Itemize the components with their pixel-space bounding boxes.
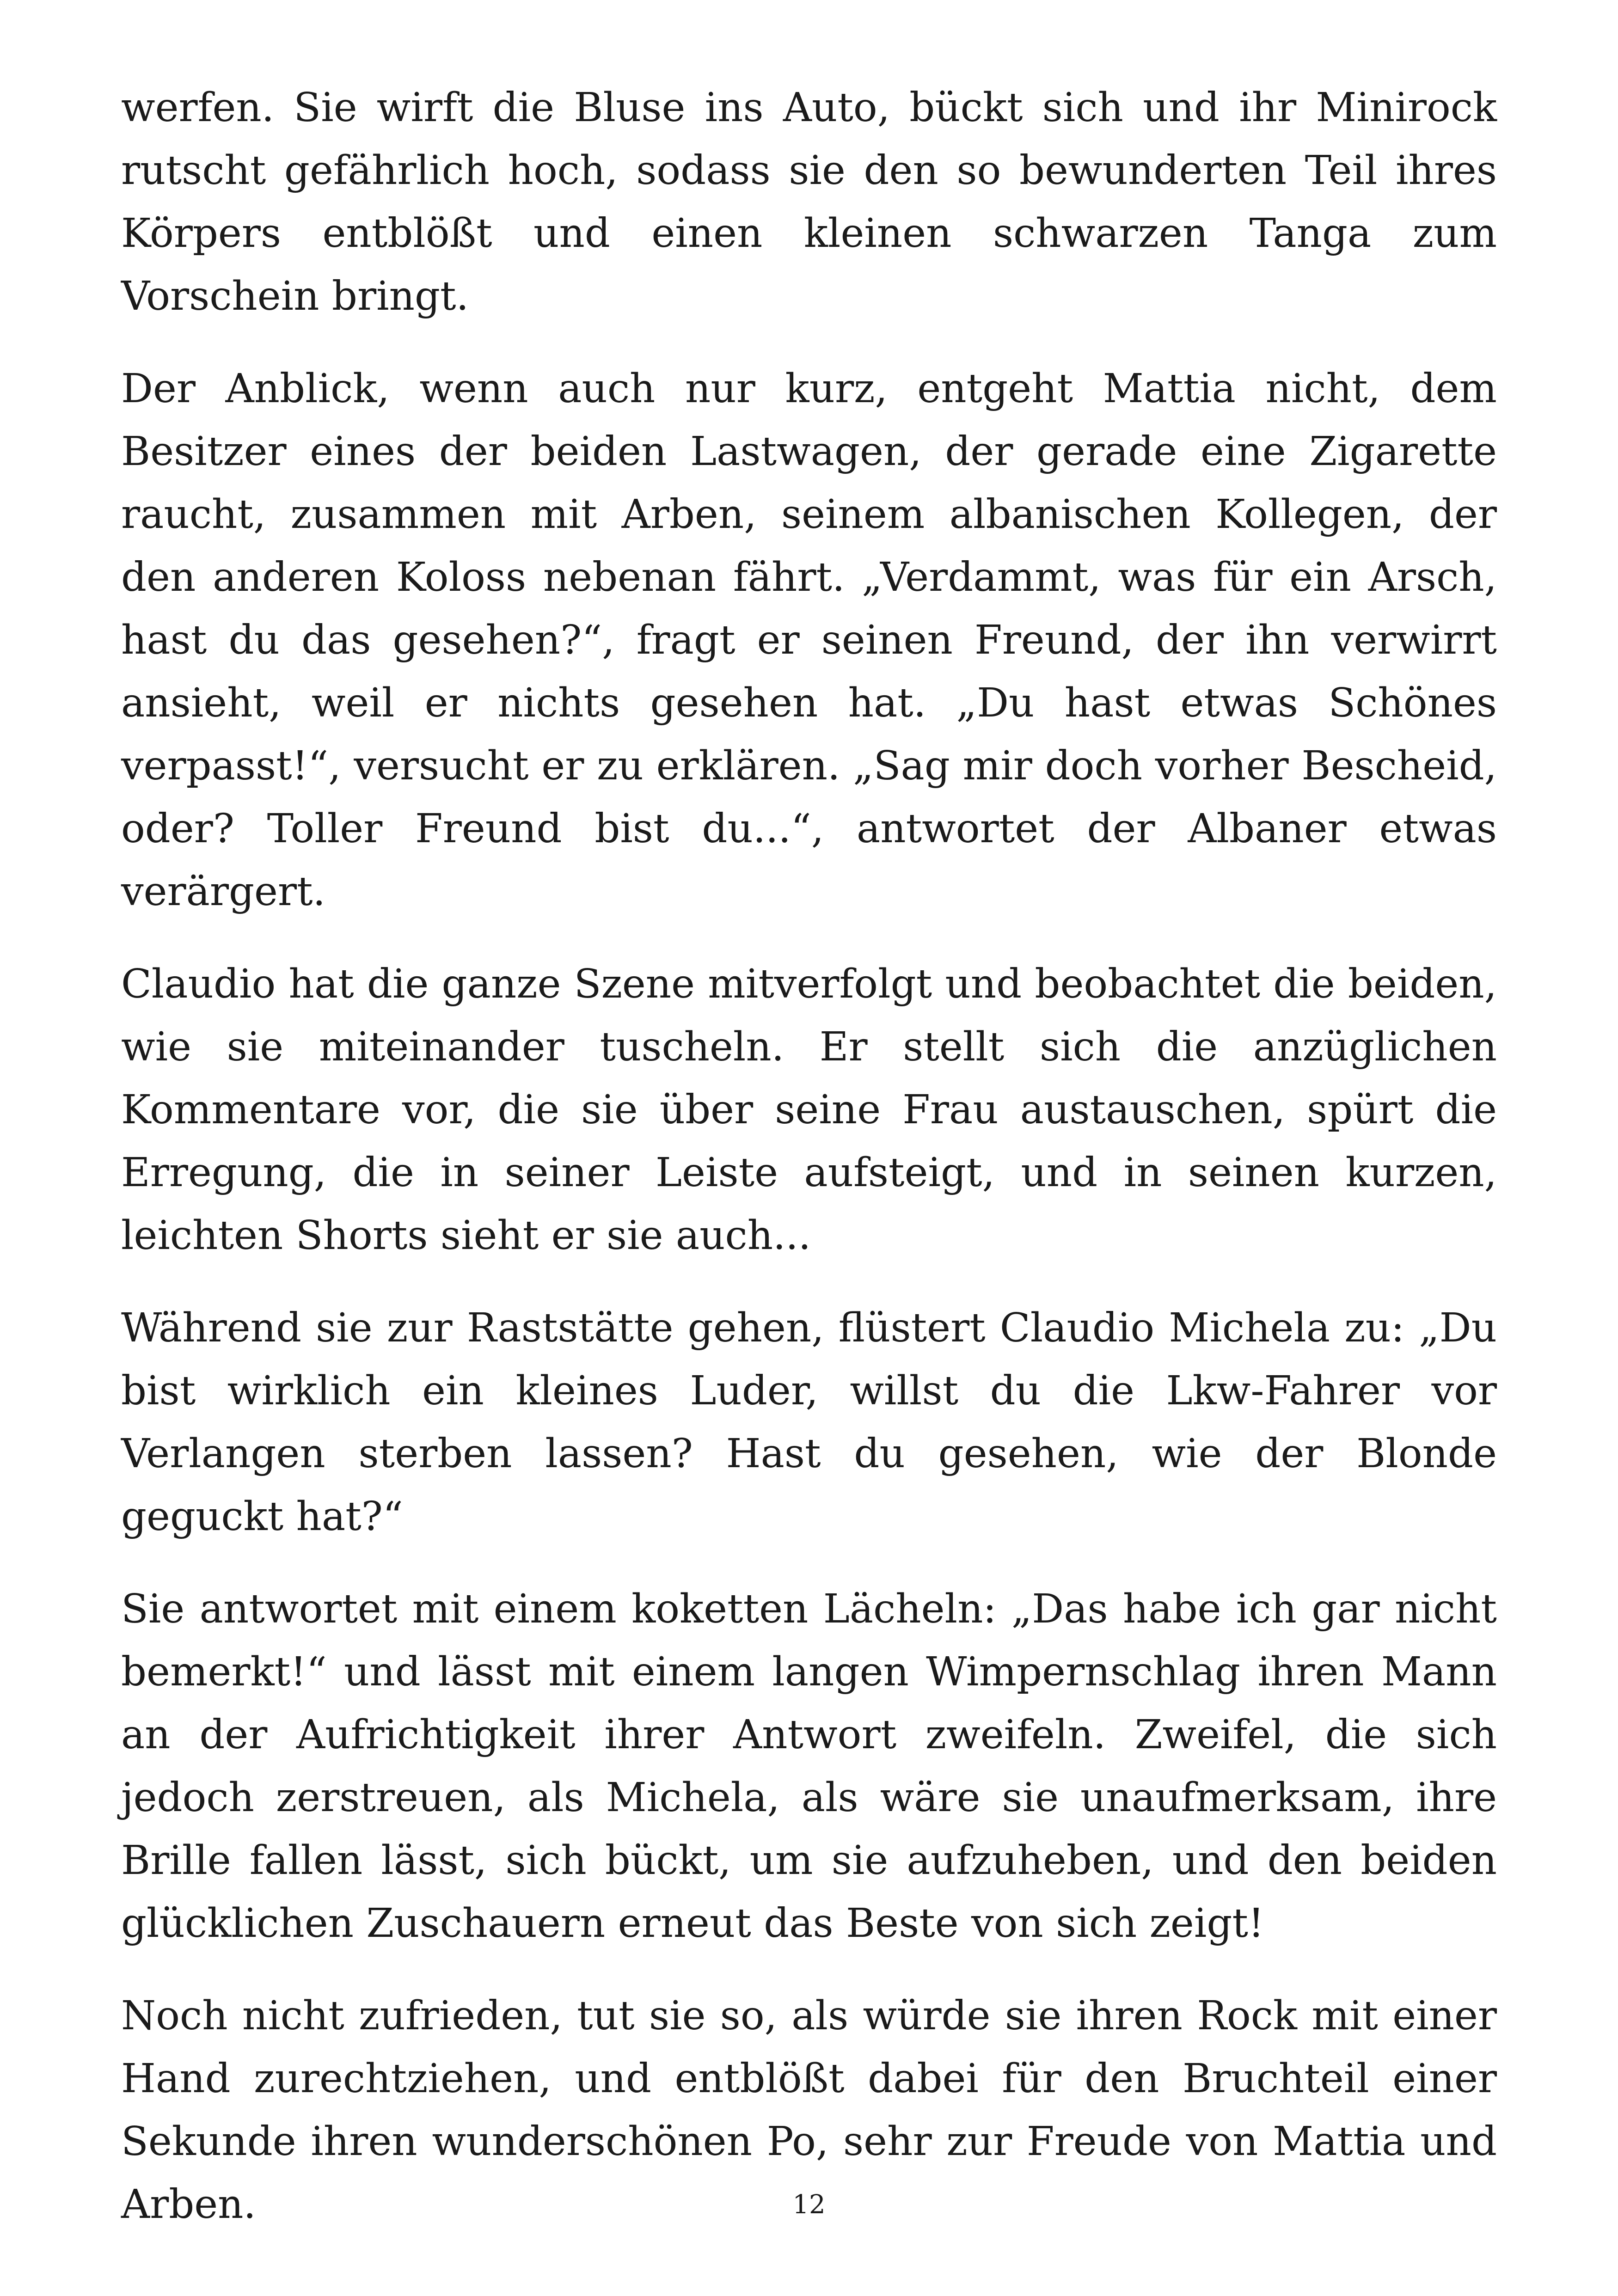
page-number: 12 bbox=[792, 2190, 826, 2220]
paragraph-4: Während sie zur Raststätte gehen, flüstert Claudio Michela zu: „Du bist wirklich ein kleines Luder, willst du die Lkw-Fahrer vor Verlangen sterben lassen? Hast du gesehen, wie der Blonde geguckt hat?“ bbox=[121, 1305, 1497, 1540]
paragraph-5: Sie antwortet mit einem koketten Lächeln: „Das habe ich gar nicht bemerkt!“ und lässt mit einem langen Wimpernschlag ihren Mann an der Aufrichtigkeit ihrer Antwort zweifeln. Zweifel, die sich jedoch zerstreuen, als Michela, als wäre sie unaufmerksam, ihre Brille fallen lässt, sich bückt, um sie aufzuheben, und den beiden glücklichen Zuschauern erneut das Beste von sich zeigt! bbox=[121, 1586, 1497, 1947]
paragraph-1: werfen. Sie wirft die Bluse ins Auto, bückt sich und ihr Minirock rutscht gefährlich hoch, sodass sie den so bewunderten Teil ihres Körpers entblößt und einen kleinen schwarzen Tanga zum Vorschein bringt. bbox=[121, 85, 1497, 319]
page-text-body bbox=[121, 76, 1497, 2265]
paragraph-3: Claudio hat die ganze Szene mitverfolgt und beobachtet die beiden, wie sie miteinander tuscheln. Er stellt sich die anzüglichen Kommentare vor, die sie über seine Frau austauschen, spürt die Erregung, die in seiner Leiste aufsteigt, und in seinen kurzen, leichten Shorts sieht er sie auch... bbox=[121, 961, 1497, 1259]
paragraph-6: Noch nicht zufrieden, tut sie so, als würde sie ihren Rock mit einer Hand zurechtziehen, und entblößt dabei für den Bruchteil einer Sekunde ihren wunderschönen Po, sehr zur Freude von Mattia und Arben. bbox=[121, 1993, 1497, 2228]
paragraph-2: Der Anblick, wenn auch nur kurz, entgeht Mattia nicht, dem Besitzer eines der beiden Lastwagen, der gerade eine Zigarette raucht, zusammen mit Arben, seinem albanischen Kollegen, der den anderen Koloss nebenan fährt. „Verdammt, was für ein Arsch, hast du das gesehen?“, fragt er seinen Freund, der ihn verwirrt ansieht, weil er nichts gesehen hat. „Du hast etwas Schönes verpasst!“, versucht er zu erklären. „Sag mir doch vorher Bescheid, oder? Toller Freund bist du...“, antwortet der Albaner etwas verärgert. bbox=[121, 366, 1497, 915]
